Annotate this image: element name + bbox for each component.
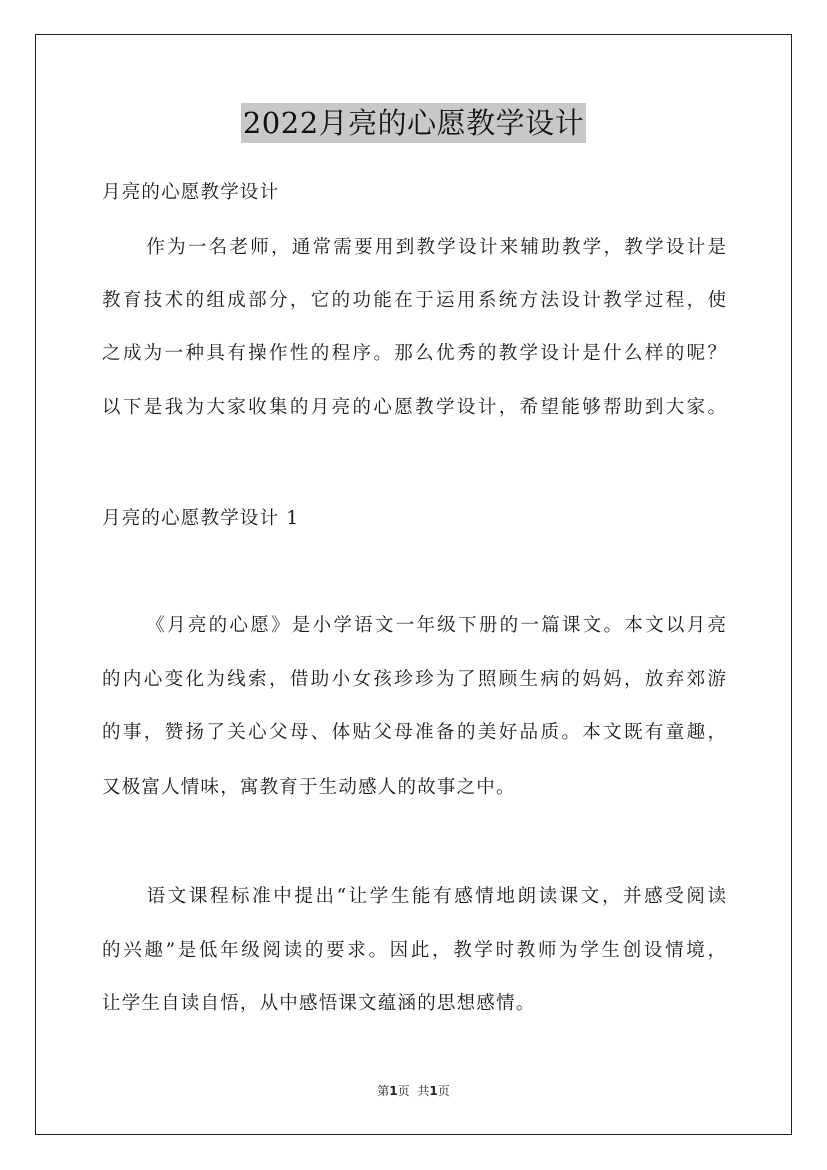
para2-line-3: 的事，赞扬了关心父母、体贴父母准备的美好品质。本文既有童趣， (102, 722, 726, 743)
footer-total-suffix: 页 (437, 1084, 450, 1098)
title-container (0, 103, 827, 143)
para3-line-1: 语文课程标准中提出“让学生能有感情地朗读课文，并感受阅读 (144, 886, 726, 907)
para2-line-2: 的内心变化为线索，借助小女孩珍珍为了照顾生病的妈妈，放弃郊游 (102, 669, 726, 690)
page-footer (0, 1083, 827, 1099)
para2-line-1: 《月亮的心愿》是小学语文一年级下册的一篇课文。本文以月亮 (144, 615, 726, 636)
section-heading: 月亮的心愿教学设计 1 (102, 508, 300, 529)
footer-page-number: 1 (389, 1084, 398, 1098)
intro-line-3: 之成为一种具有操作性的程序。那么优秀的教学设计是什么样的呢？ (102, 343, 726, 364)
intro-line-2: 教育技术的组成部分，它的功能在于运用系统方法设计教学过程，使 (102, 290, 726, 311)
intro-line-1: 作为一名老师，通常需要用到教学设计来辅助教学，教学设计是 (144, 237, 726, 258)
footer-total-prefix: 共 (417, 1084, 430, 1098)
intro-line-4: 以下是我为大家收集的月亮的心愿教学设计，希望能够帮助到大家。 (102, 397, 726, 418)
footer-page-prefix: 第 (377, 1084, 390, 1098)
para3-line-2: 的兴趣”是低年级阅读的要求。因此，教学时教师为学生创设情境， (102, 940, 726, 961)
footer-page-suffix: 页 (397, 1084, 410, 1098)
para3-line-3: 让学生自读自悟，从中感悟课文蕴涵的思想感情。 (102, 993, 536, 1014)
para2-line-4: 又极富人情味，寓教育于生动感人的故事之中。 (102, 777, 516, 798)
document-title: 2022月亮的心愿教学设计 (241, 103, 586, 143)
footer-total-number: 1 (429, 1084, 438, 1098)
document-subtitle: 月亮的心愿教学设计 (102, 182, 280, 203)
